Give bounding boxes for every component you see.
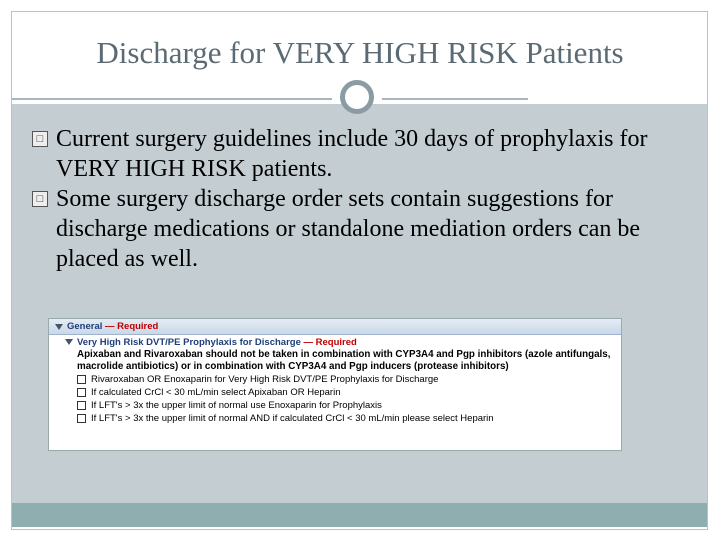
checkbox[interactable] [77, 375, 86, 384]
section-label: General [67, 321, 103, 332]
footer-bar [12, 503, 707, 527]
title-rule-right [382, 98, 528, 100]
order-option-label: If LFT's > 3x the upper limit of normal use Enoxaparin for Prophylaxis [91, 400, 382, 411]
order-option[interactable] [49, 412, 621, 425]
collapse-triangle-icon[interactable] [65, 339, 73, 345]
bullet-text: Current surgery guidelines include 30 days of prophylaxis for VERY HIGH RISK patients. [56, 126, 648, 182]
collapse-triangle-icon[interactable] [55, 324, 63, 330]
bullet-box-icon: □ [32, 131, 48, 147]
subsection-header[interactable] [49, 335, 621, 349]
order-option-label: If LFT's > 3x the upper limit of normal AND if calculated CrCl < 30 mL/min please select Heparin [91, 413, 494, 424]
warning-text: Apixaban and Rivaroxaban should not be taken in combination with CYP3A4 and Pgp inhibitors (azole antifungals, macrolide antibiotics) or in combination with CYP3A4 and Pgp inducers (protease inhibitors) [77, 349, 611, 372]
checkbox[interactable] [77, 388, 86, 397]
bullet-box-icon: □ [32, 191, 48, 207]
bullet-item [32, 124, 692, 184]
subsection-label: Very High Risk DVT/PE Prophylaxis for Discharge [77, 336, 301, 348]
order-option[interactable] [49, 373, 621, 386]
order-set-screenshot [48, 318, 622, 451]
slide-title: Discharge for VERY HIGH RISK Patients [96, 35, 624, 70]
checkbox[interactable] [77, 401, 86, 410]
order-option-label: If calculated CrCl < 30 mL/min select Apixaban OR Heparin [91, 387, 341, 398]
circle-ornament-icon [340, 80, 374, 114]
order-option[interactable] [49, 386, 621, 399]
order-option[interactable] [49, 399, 621, 412]
section-required: — Required [105, 321, 159, 332]
subsection-required: — Required [303, 336, 357, 348]
checkbox[interactable] [77, 414, 86, 423]
bullet-text: Some surgery discharge order sets contain suggestions for discharge medications or standalone mediation orders can be placed as well. [56, 186, 641, 272]
title-rule-left [12, 98, 332, 100]
section-header-general[interactable] [49, 319, 621, 335]
bullet-item [32, 184, 692, 274]
order-option-label: Rivaroxaban OR Enoxaparin for Very High Risk DVT/PE Prophylaxis for Discharge [91, 374, 439, 385]
bullet-list [32, 124, 692, 274]
